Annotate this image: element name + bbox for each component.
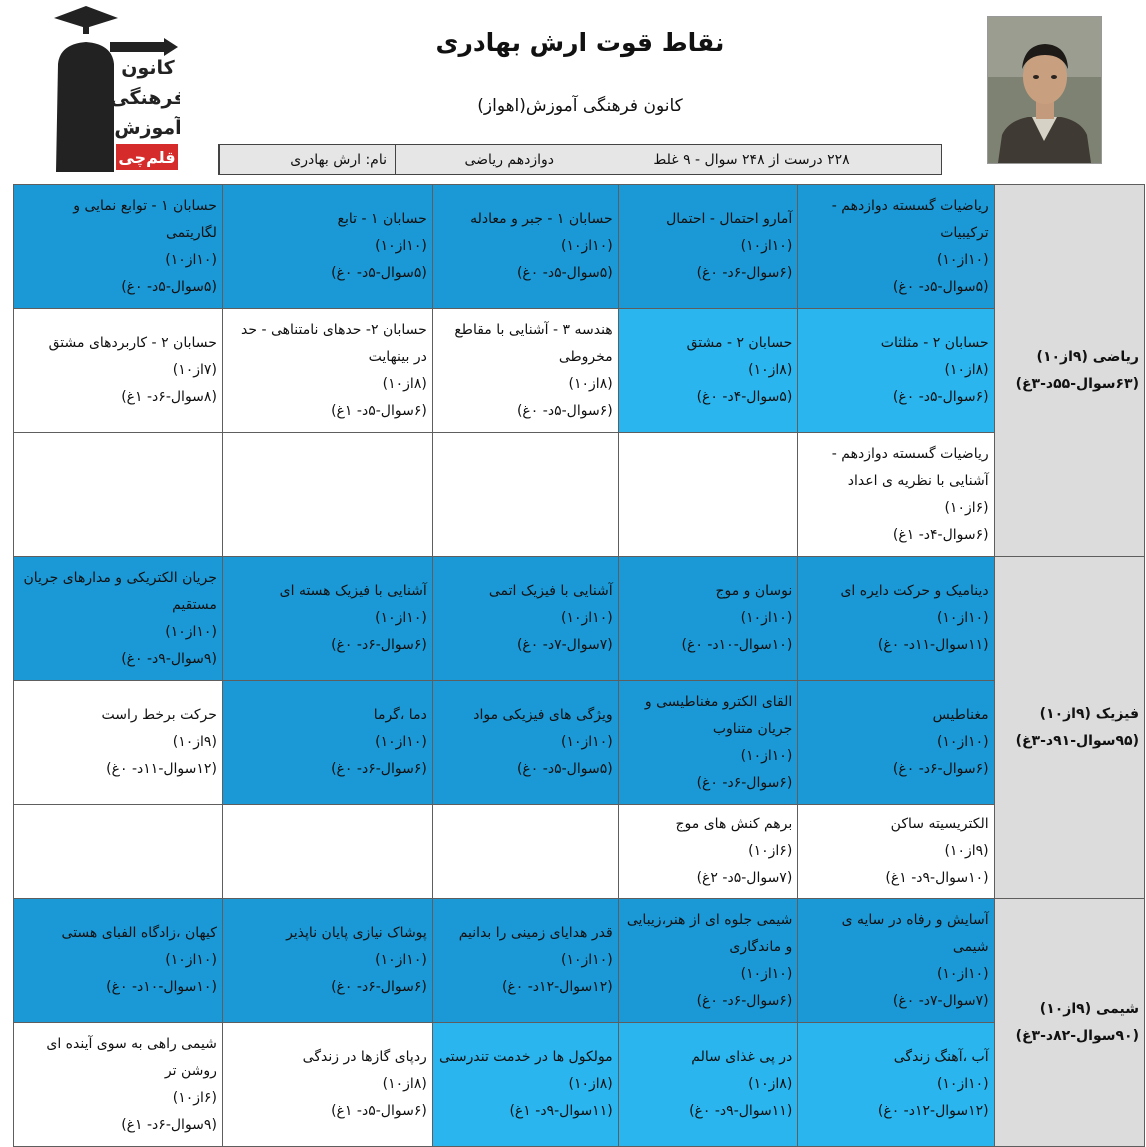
topic-cell (618, 681, 798, 805)
topic-cell (432, 433, 618, 557)
student-photo (987, 16, 1102, 164)
topic-stats: (۱۰سوال-۹د- ۱غ) (885, 870, 989, 886)
topic-score: (۱۰از۱۰) (936, 610, 989, 626)
topic-cell (618, 557, 798, 681)
topic-title: حسابان ۲ - کاربردهای مشتق (48, 335, 217, 351)
topic-stats: (۶سوال-۶د- ۰غ) (696, 265, 793, 281)
topic-stats: (۸سوال-۶د- ۱غ) (121, 389, 217, 405)
logo-text-line3: آموزش (114, 117, 180, 139)
topic-title: آب ،آهنگ زندگی (893, 1049, 989, 1065)
topic-stats: (۱۲سوال-۱۲د- ۰غ) (877, 1103, 989, 1119)
topic-title: ردپای گازها در زندگی (302, 1049, 427, 1065)
topic-title: القای الکترو مغناطیسی و جریان متناوب (644, 693, 793, 737)
topic-title: آشنایی با فیزیک اتمی (488, 583, 613, 599)
topic-cell (222, 1023, 432, 1147)
topic-stats: (۶سوال-۵د- ۱غ) (331, 1103, 427, 1119)
topic-stats: (۷سوال-۷د- ۰غ) (892, 992, 989, 1009)
topic-score: (۸از۱۰) (568, 1076, 613, 1092)
institute-logo (52, 4, 180, 172)
topic-cell (14, 805, 223, 899)
topic-title: جریان الکتریکی و مدارهای جریان مستقیم (23, 569, 217, 613)
table-row (14, 433, 1145, 557)
topic-cell (798, 681, 994, 805)
topics-table (13, 184, 1145, 1147)
topic-cell (798, 1023, 994, 1147)
topic-cell (14, 185, 223, 309)
table-row (14, 309, 1145, 433)
subject-header: شیمی (۹از۱۰) (۹۰سوال-۸۲د-۳غ) (994, 899, 1144, 1147)
topic-cell (14, 309, 223, 433)
graduate-logo-icon (52, 4, 180, 172)
logo-badge-text: قلم‌چی (118, 148, 176, 167)
topic-cell (798, 433, 994, 557)
topic-stats: (۶سوال-۵د- ۰غ) (892, 389, 989, 405)
topic-title: کیهان ،زادگاه الفبای هستی (61, 925, 217, 941)
topic-title: دما ،گرما (373, 707, 427, 723)
topic-cell (14, 899, 223, 1023)
topic-cell (432, 557, 618, 681)
topic-stats: (۶سوال-۵د- ۰غ) (516, 402, 613, 419)
topic-cell (618, 433, 798, 557)
table-row (14, 681, 1145, 805)
topic-score: (۶از۱۰) (944, 499, 989, 516)
logo-text-line2: فرهنگی (110, 87, 180, 109)
topic-title: حسابان ۲- حدهای نامتناهی - حد در بینهایت (241, 321, 427, 365)
topic-stats: (۶سوال-۶د- ۰غ) (696, 992, 793, 1009)
topic-stats: (۵سوال-۵د- ۰غ) (892, 278, 989, 295)
topic-score: (۱۰از۱۰) (740, 610, 793, 626)
topic-stats: (۵سوال-۴د- ۰غ) (696, 389, 793, 405)
topic-score: (۹از۱۰) (172, 734, 217, 750)
topic-cell (222, 899, 432, 1023)
topic-cell (618, 309, 798, 433)
topic-title: شیمی جلوه ای از هنر،زیبایی و ماندگاری (626, 911, 793, 955)
topic-cell (798, 557, 994, 681)
topic-score: (۹از۱۰) (944, 843, 989, 859)
topic-score: (۸از۱۰) (944, 362, 989, 378)
topic-score: (۸از۱۰) (382, 375, 427, 392)
topic-cell (14, 433, 223, 557)
topic-title: شیمی راهی به سوی آینده ای روشن تر (46, 1035, 217, 1079)
topic-score: (۱۰از۱۰) (375, 238, 427, 254)
page-title: نقاط قوت ارش بهادری (435, 28, 725, 57)
topic-cell (618, 185, 798, 309)
topic-score: (۶از۱۰) (172, 1089, 217, 1106)
topic-title: نوسان و موج (715, 583, 793, 599)
topic-cell (432, 805, 618, 899)
topic-title: حسابان ۱ - تابع (337, 211, 427, 227)
topic-title: آسایش و رفاه در سایه ی شیمی (841, 911, 989, 955)
topic-score: (۸از۱۰) (748, 362, 793, 378)
topic-score: (۱۰از۱۰) (375, 610, 427, 626)
logo-text-line1: کانون (121, 57, 175, 79)
topic-stats: (۶سوال-۴د- ۱غ) (892, 526, 989, 543)
topic-cell (222, 309, 432, 433)
topic-cell (798, 899, 994, 1023)
overall-score: ۲۲۸ درست از ۲۴۸ سوال - ۹ غلط (653, 151, 850, 168)
topic-cell (14, 557, 223, 681)
topic-cell (14, 1023, 223, 1147)
topic-stats: (۶سوال-۶د- ۰غ) (892, 761, 989, 777)
topic-score: (۱۰از۱۰) (936, 734, 989, 750)
topic-score: (۱۰از۱۰) (561, 952, 613, 968)
topic-score: (۱۰از۱۰) (936, 1076, 989, 1092)
topic-title: دینامیک و حرکت دایره ای (840, 583, 989, 599)
topic-stats: (۶سوال-۶د- ۰غ) (331, 637, 427, 653)
topic-score: (۱۰از۱۰) (165, 251, 217, 268)
topic-score: (۱۰از۱۰) (740, 965, 793, 982)
topic-title: حسابان ۱ - توابع نمایی و لگاریتمی (73, 197, 217, 241)
topic-stats: (۱۰سوال-۱۰د- ۰غ) (681, 637, 793, 653)
topic-title: برهم کنش های موج (675, 816, 793, 832)
topic-stats: (۶سوال-۶د- ۰غ) (331, 979, 427, 995)
topic-title: آمارو احتمال - احتمال (666, 211, 793, 227)
topic-title: ریاضیات گسسته دوازدهم - ترکیبیات (831, 197, 989, 241)
table-row (14, 805, 1145, 899)
topic-title: ریاضیات گسسته دوازدهم - آشنایی با نظریه ی اعداد (831, 445, 989, 489)
topic-cell (432, 681, 618, 805)
topic-score: (۱۰از۱۰) (165, 623, 217, 640)
topic-cell (618, 899, 798, 1023)
topic-score: (۱۰از۱۰) (936, 965, 989, 982)
topic-score: (۷از۱۰) (172, 362, 217, 378)
topic-title: حسابان ۲ - مشتق (686, 335, 793, 351)
topic-score: (۱۰از۱۰) (561, 610, 613, 626)
topic-stats: (۱۰سوال-۱۰د- ۰غ) (106, 979, 217, 995)
topic-score: (۱۰از۱۰) (375, 734, 427, 750)
topic-title: پوشاک نیازی پایان ناپذیر (286, 925, 427, 941)
topic-stats: (۵سوال-۵د- ۰غ) (516, 761, 613, 777)
topic-cell (432, 185, 618, 309)
student-name: نام: ارش بهادری (219, 145, 395, 174)
topic-cell (798, 805, 994, 899)
topic-score: (۱۰از۱۰) (740, 747, 793, 764)
topic-cell (432, 309, 618, 433)
subject-header: ریاضی (۹از۱۰) (۶۳سوال-۵۵د-۳غ) (994, 185, 1144, 557)
topic-stats: (۵سوال-۵د- ۰غ) (121, 278, 217, 295)
topic-title: قدر هدایای زمینی را بدانیم (458, 925, 613, 941)
subject-header: فیزیک (۹از۱۰) (۹۵سوال-۹۱د-۳غ) (994, 557, 1144, 899)
table-row (14, 1023, 1145, 1147)
topic-score: (۱۰از۱۰) (165, 952, 217, 968)
topic-stats: (۵سوال-۵د- ۰غ) (516, 265, 613, 281)
topic-stats: (۵سوال-۵د- ۰غ) (331, 265, 427, 281)
table-row (14, 185, 1145, 309)
topic-cell (798, 185, 994, 309)
topic-cell (222, 185, 432, 309)
topic-title: الکتریسیته ساکن (890, 816, 989, 832)
topic-title: مغناطیس (932, 707, 989, 723)
topic-score: (۱۰از۱۰) (936, 251, 989, 268)
topic-stats: (۱۱سوال-۱۱د- ۰غ) (877, 637, 989, 653)
topic-cell (798, 309, 994, 433)
topic-title: حسابان ۲ - مثلثات (880, 335, 989, 351)
topic-score: (۸از۱۰) (382, 1076, 427, 1092)
topic-title: حرکت برخط راست (101, 707, 217, 723)
topic-cell (618, 1023, 798, 1147)
topic-title: مولکول ها در خدمت تندرستی (439, 1049, 613, 1065)
topic-stats: (۶سوال-۶د- ۰غ) (331, 761, 427, 777)
topic-score: (۱۰از۱۰) (561, 734, 613, 750)
topic-score: (۶از۱۰) (748, 843, 793, 859)
topic-cell (222, 681, 432, 805)
topic-score: (۸از۱۰) (748, 1076, 793, 1092)
topic-cell (222, 805, 432, 899)
topic-stats: (۹سوال-۹د- ۰غ) (121, 650, 217, 667)
topic-title: آشنایی با فیزیک هسته ای (279, 583, 427, 599)
topic-cell (618, 805, 798, 899)
topic-stats: (۷سوال-۵د- ۲غ) (696, 870, 793, 886)
topic-stats: (۱۲سوال-۱۲د- ۰غ) (501, 979, 613, 995)
page-subtitle: کانون فرهنگی آموزش(اهواز) (477, 96, 683, 116)
topic-cell (432, 1023, 618, 1147)
student-grade: دوازدهم ریاضی (395, 145, 562, 174)
table-row (14, 899, 1145, 1023)
topic-score: (۱۰از۱۰) (561, 238, 613, 254)
topic-cell (222, 557, 432, 681)
topic-stats: (۷سوال-۷د- ۰غ) (516, 637, 613, 653)
topic-stats: (۱۱سوال-۹د- ۰غ) (689, 1103, 793, 1119)
topic-stats: (۶سوال-۶د- ۰غ) (696, 774, 793, 791)
topic-title: ویژگی های فیزیکی مواد (473, 707, 613, 723)
topic-score: (۱۰از۱۰) (375, 952, 427, 968)
topic-stats: (۱۲سوال-۱۱د- ۰غ) (106, 761, 217, 777)
topic-cell (432, 899, 618, 1023)
topic-title: در پی غذای سالم (691, 1049, 793, 1065)
topic-stats: (۱۱سوال-۹د- ۱غ) (509, 1103, 613, 1119)
topic-stats: (۶سوال-۵د- ۱غ) (331, 402, 427, 419)
topic-cell (14, 681, 223, 805)
topic-score: (۸از۱۰) (568, 375, 613, 392)
student-info-bar (218, 144, 942, 175)
topic-cell (222, 433, 432, 557)
topic-title: حسابان ۱ - جبر و معادله (470, 211, 613, 227)
topic-score: (۱۰از۱۰) (740, 238, 793, 254)
topic-title: هندسه ۳ - آشنایی با مقاطع مخروطی (454, 321, 613, 365)
topic-stats: (۹سوال-۶د- ۱غ) (121, 1116, 217, 1133)
person-silhouette-icon (988, 17, 1101, 163)
table-row (14, 557, 1145, 681)
